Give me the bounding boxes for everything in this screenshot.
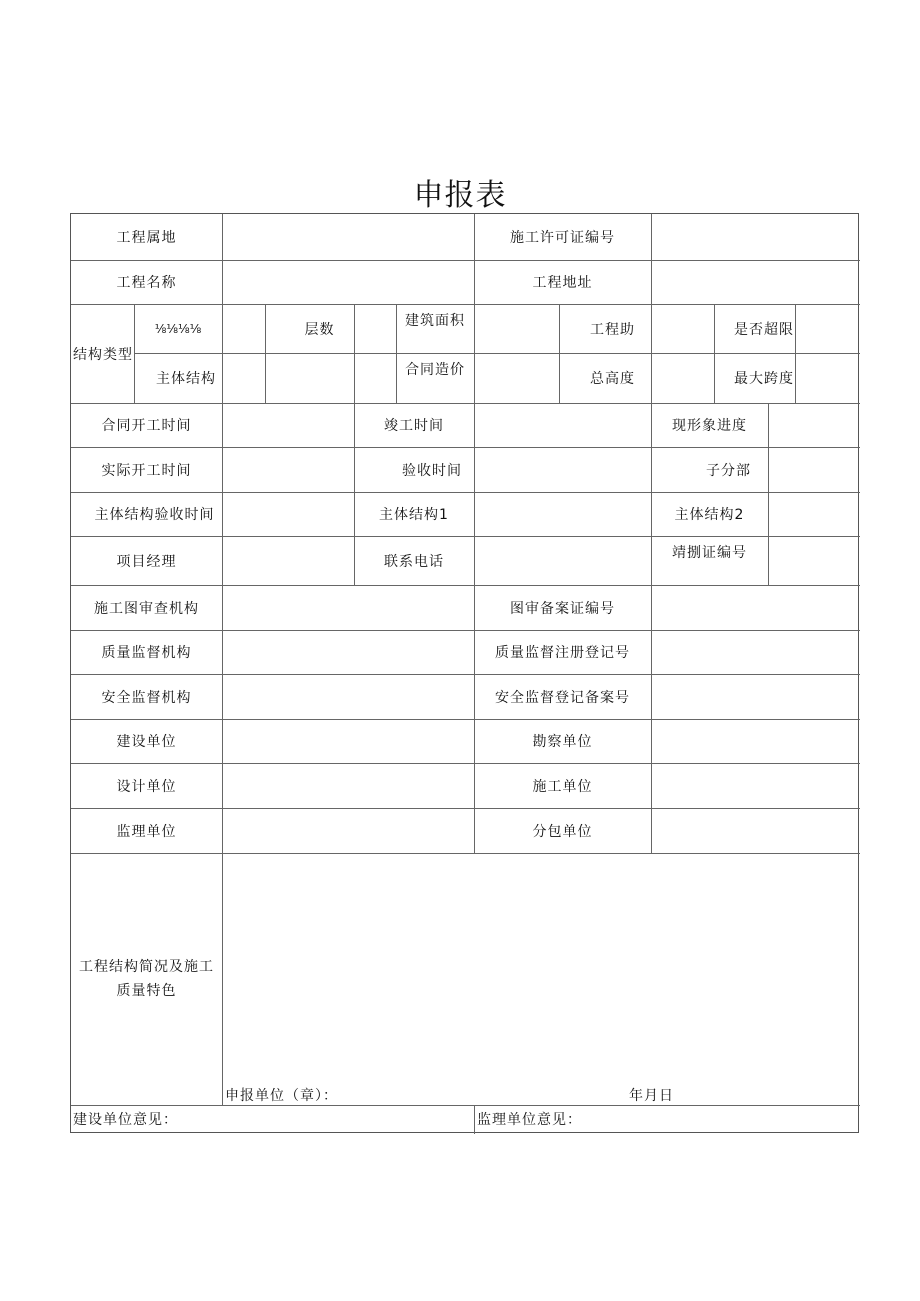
label-applicant: 申报单位（章）： xyxy=(225,1088,338,1104)
col-divider xyxy=(474,403,475,585)
label-acceptance-time: 验收时间 xyxy=(402,462,462,479)
label-sub-part: 子分部 xyxy=(706,462,751,479)
label-main-structure-2: 主体结构2 xyxy=(674,507,745,523)
label-quality-reg-no: 质量监督注册登记号 xyxy=(495,645,630,661)
col-divider xyxy=(222,585,223,853)
application-form-table xyxy=(70,213,859,1133)
label-over-limit: 是否超限 xyxy=(734,321,794,338)
label-safety-agency: 安全监督机构 xyxy=(101,689,192,706)
label-quality-agency: 质量监督机构 xyxy=(101,645,192,661)
label-date: 年月日 xyxy=(629,1088,674,1104)
label-contract-start: 合同开工时间 xyxy=(101,418,192,434)
label-safety-reg-no: 安全监督登记备案号 xyxy=(495,689,630,706)
label-supervision-unit: 监理单位 xyxy=(116,823,177,840)
col-divider xyxy=(795,304,796,403)
label-build-area: 建筑面积 xyxy=(405,313,465,329)
label-builder-opinion: 建设单位意见： xyxy=(73,1111,178,1128)
label-project-address: 工程地址 xyxy=(532,275,593,291)
label-structure-type: 结构类型 xyxy=(73,346,133,363)
label-garbled: ⅛⅛⅛⅛ xyxy=(154,321,202,336)
label-project-name: 工程名称 xyxy=(116,275,177,291)
label-main-structure-1: 主体结构1 xyxy=(379,507,449,523)
label-builder: 建设单位 xyxy=(116,734,177,750)
col-divider xyxy=(222,853,223,1105)
label-drawing-review: 施工图审查机构 xyxy=(94,600,199,617)
label-survey-unit: 勘察单位 xyxy=(532,734,593,750)
col-divider xyxy=(651,214,652,304)
label-project-manager: 项目经理 xyxy=(116,553,177,570)
label-review-record-no: 图审备案证编号 xyxy=(510,600,615,617)
label-permit-no: 施工许可证编号 xyxy=(510,230,615,246)
label-design-unit: 设计单位 xyxy=(116,778,177,795)
col-divider xyxy=(474,304,475,403)
label-project-help: 工程助 xyxy=(590,321,635,338)
label-main-accept-time: 主体结构验收时间 xyxy=(94,507,215,523)
col-divider xyxy=(768,403,769,585)
label-contract-price: 合同造价 xyxy=(405,362,465,378)
page-title: 申报表 xyxy=(413,178,507,213)
col-divider xyxy=(354,304,355,403)
label-max-span: 最大跨度 xyxy=(734,371,794,387)
label-progress: 现形象进度 xyxy=(672,418,747,434)
label-phone: 联系电话 xyxy=(384,553,444,570)
col-divider xyxy=(222,304,223,403)
col-divider xyxy=(651,304,652,403)
col-divider xyxy=(222,214,223,304)
label-floors: 层数 xyxy=(304,321,335,338)
label-total-height: 总高度 xyxy=(590,371,635,387)
label-actual-start: 实际开工时间 xyxy=(101,462,192,479)
col-divider xyxy=(651,585,652,853)
label-description: 工程结构简况及施工质量特色 xyxy=(79,959,214,999)
label-project-area: 工程属地 xyxy=(116,230,177,246)
label-supervisor-opinion: 监理单位意见： xyxy=(477,1111,582,1128)
label-main-structure: 主体结构 xyxy=(156,371,216,387)
label-completion-time: 竣工时间 xyxy=(384,418,444,434)
col-divider xyxy=(474,1105,475,1134)
label-cert-no: 靖捌证编号 xyxy=(672,545,747,561)
label-construction-unit: 施工单位 xyxy=(532,778,593,795)
label-subcontract-unit: 分包单位 xyxy=(532,823,593,840)
